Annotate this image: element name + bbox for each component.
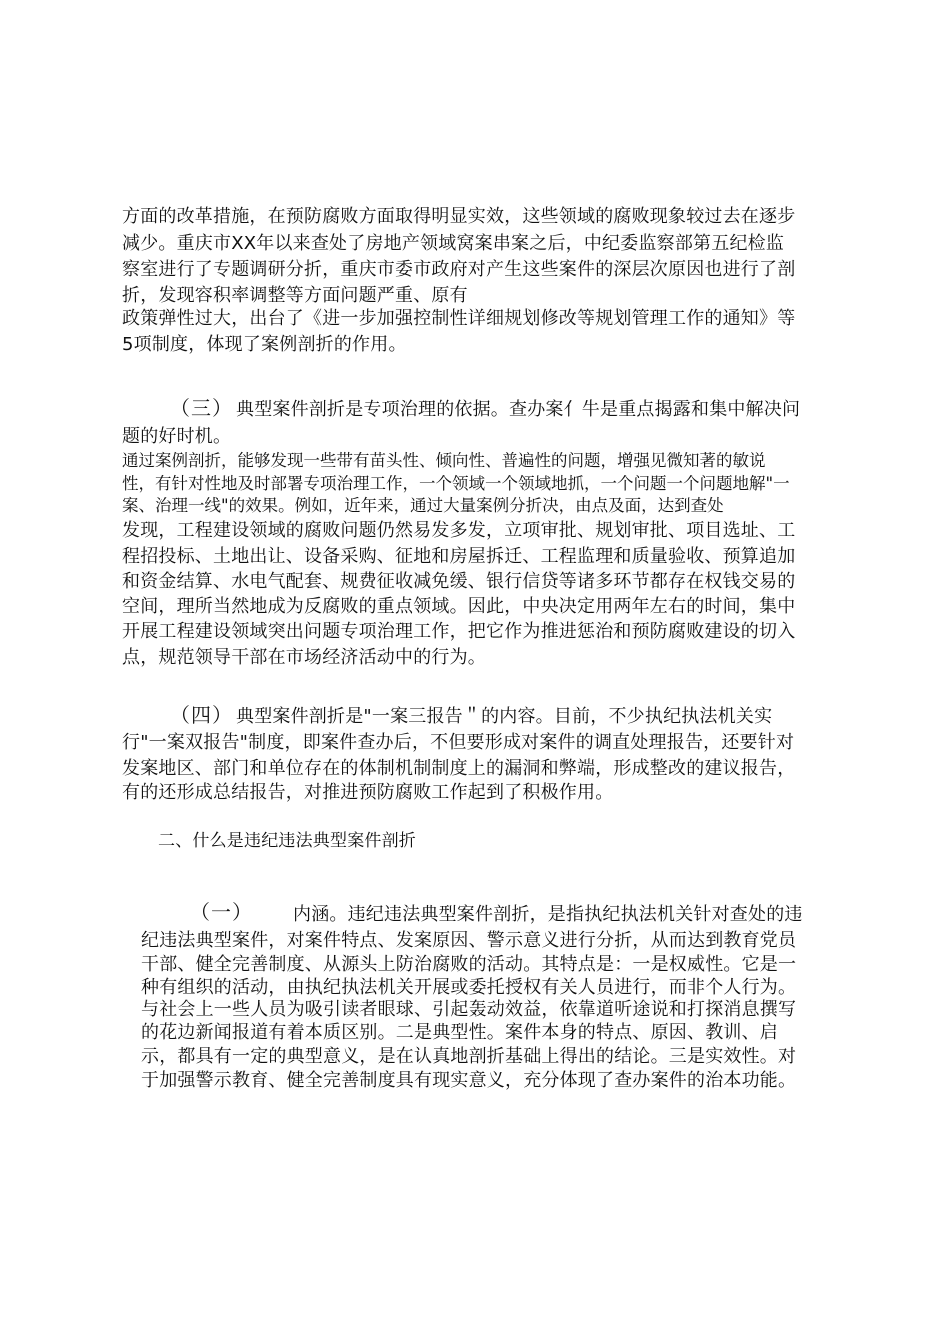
paragraph-line: 纪违法典型案件，对案件特点、发案原因、警示意义进行分折，从而达到教育党员 [141,930,797,951]
paragraph-line: 减少。重庆市XX年以来查处了房地产领域窝案串案之后，中纪委监察部第五纪检监 [122,233,785,254]
paragraph-line: 题的好时机。 [122,426,232,447]
paragraph-line: 开展工程建设领域突出问题专项治理工作，把它作为推进惩治和预防腐败建设的切入 [122,621,796,642]
paragraph-line: 发现，工程建设领域的腐败问题仍然易发多发，立项审批、规划审批、项目选址、工 [122,520,796,541]
paragraph-line: 5项制度，体现了案例剖折的作用。 [122,334,407,355]
paragraph-line: 折，发现容积率调整等方面问题严重、原有 [122,285,468,306]
paragraph-line: 和资金结算、水电气配套、规费征收减免缓、银行信贷等诸多环节都存在权钱交易的 [122,571,796,592]
paragraph-line: 发案地区、部门和单位存在的体制机制制度上的漏洞和弊端，形成整改的建议报告， [122,758,796,779]
paragraph-line: 性，有针对性地及时部署专项治理工作，一个领域一个领域地抓，一个问题一个问题地解"一 [122,474,790,493]
paragraph-line: 空间，理所当然地成为反腐败的重点领域。因此，中央决定用两年左右的时间，集中 [122,596,796,617]
paragraph-line: 案、治理一线"的效果。例如，近年来，通过大量案例分折决，由点及面，达到查处 [122,496,724,515]
section-number: （一） [190,900,253,924]
paragraph-line: 方面的改革措施，在预防腐败方面取得明显实效，这些领域的腐败现象较过去在逐步 [122,206,796,227]
paragraph-line: 通过案例剖折，能够发现一些带有苗头性、倾向性、普遍性的问题，增强见微知著的敏说 [122,451,766,470]
paragraph-line: 有的还形成总结报告，对推进预防腐败工作起到了积极作用。 [122,782,614,803]
paragraph-line: 于加强警示教育、健全完善制度具有现实意义，充分体现了查办案件的治本功能。 [141,1070,797,1091]
section-lead: 典型案件剖折是"一案三报告＂的内容。目前，不少执纪执法机关实 [236,706,773,727]
paragraph-line: 点，规范领导干部在市场经济活动中的行为。 [122,647,486,668]
section-number: （四） [170,703,233,727]
paragraph-line: 与社会上一些人员为吸引读者眼球、引起轰动效益，依靠道听途说和打探消息撰写 [141,999,797,1020]
section-lead: 典型案件剖折是专项治理的依据。查办案亻牛是重点揭露和集中解决问 [236,399,801,420]
paragraph-line: 示，都具有一定的典型意义，是在认真地剖折基础上得出的结论。三是实效性。对 [141,1046,797,1067]
section-number: （三） [170,396,233,420]
paragraph-line: 察室进行了专题调研分折，重庆市委市政府对产生这些案件的深层次原因也进行了剖 [122,259,796,280]
paragraph-line: 种有组织的活动，由执纪执法机关开展或委托授权有关人员进行，而非个人行为。 [141,977,797,998]
section-lead: 内涵。违纪违法典型案件剖折，是指执纪执法机关针对查处的违 [293,904,803,925]
section-heading: 二、什么是违纪违法典型案件剖折 [158,831,416,851]
paragraph-line: 行"一案双报告"制度，即案件查办后，不但要形成对案件的调直处理报告，还要针对 [122,732,795,753]
paragraph-line: 的花边新闻报道有着本质区别。二是典型性。案件本身的特点、原因、教训、启 [141,1022,778,1043]
paragraph-line: 政策弹性过大，出台了《进一步加强控制性详细规划修改等规划管理工作的通知》等 [122,308,796,329]
paragraph-line: 干部、健全完善制度、从源头上防治腐败的活动。其特点是：一是权威性。它是一 [141,954,797,975]
paragraph-line: 程招投标、土地出让、设备采购、征地和房屋拆迁、工程监理和质量验收、预算追加 [122,546,796,567]
